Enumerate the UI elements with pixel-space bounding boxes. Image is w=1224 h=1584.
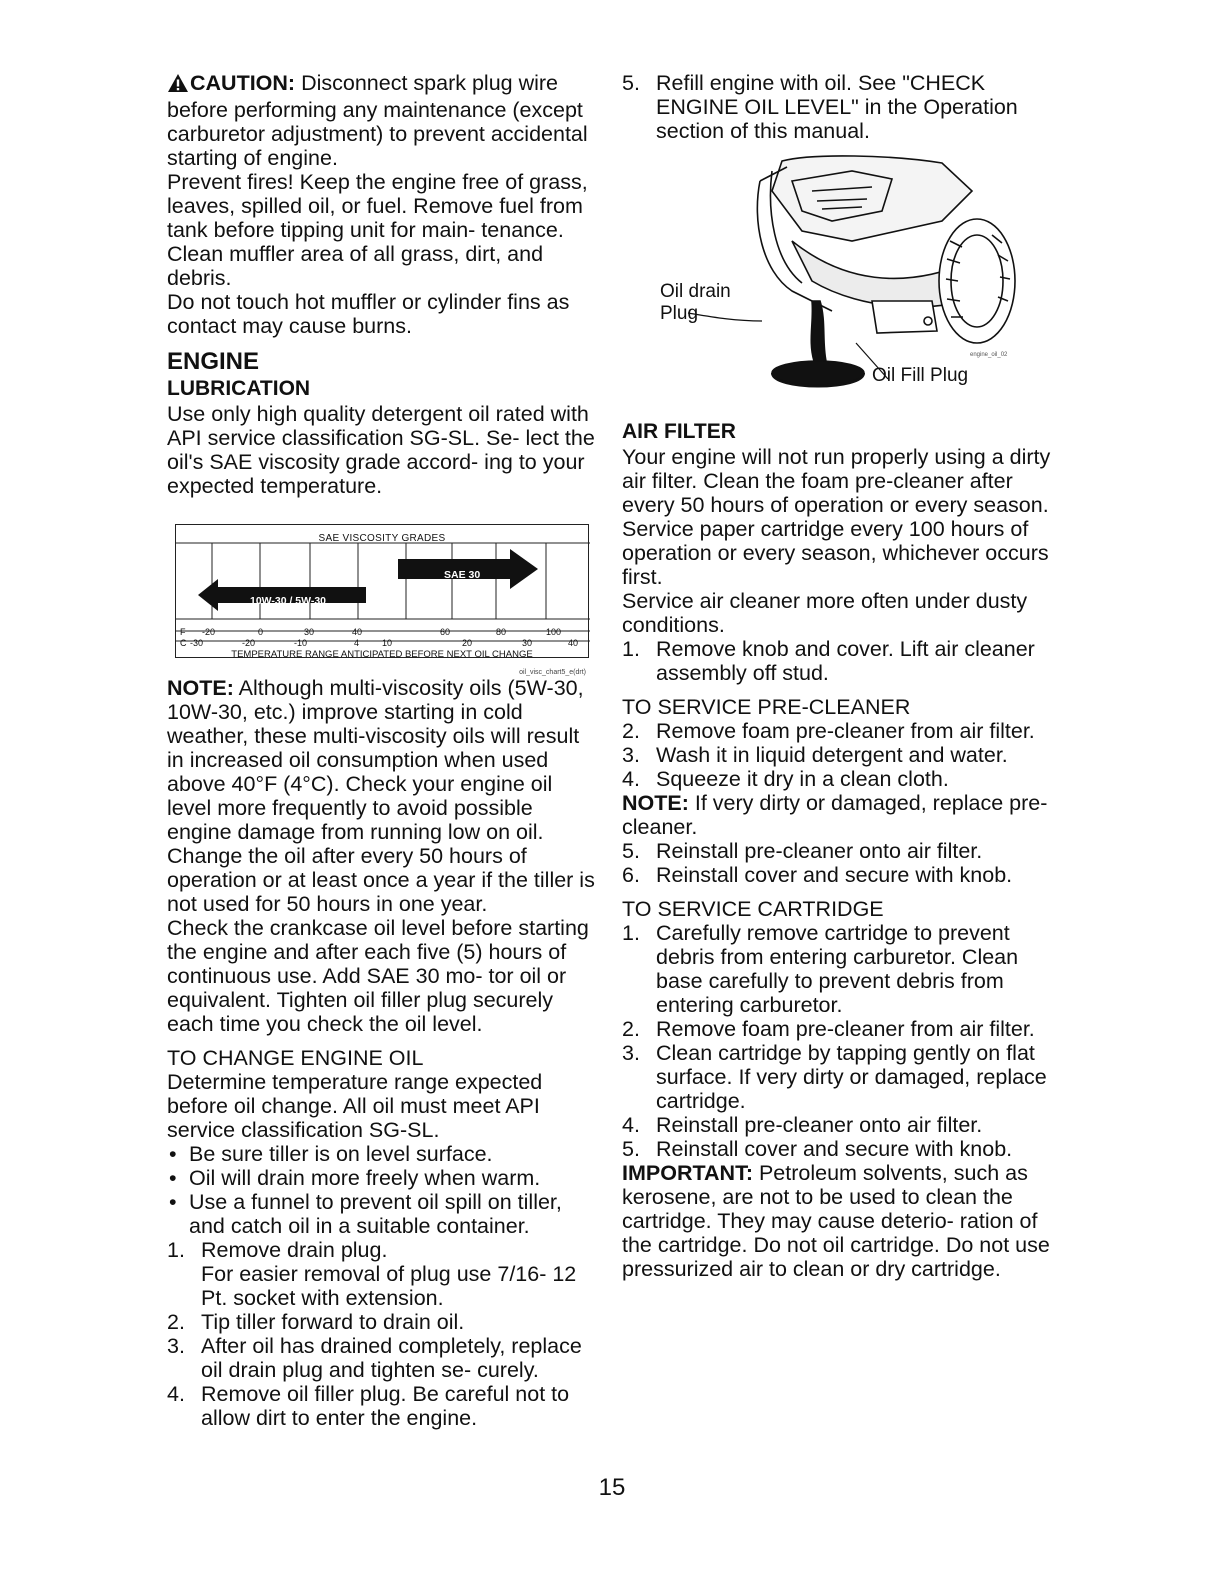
multi-viscosity-bar-label: 10W-30 / 5W-30 xyxy=(250,595,327,607)
check-oil-level-text: Check the crankcase oil level before starting the engine and after each five (5) hours of continuous use. Add SAE 30 mo- tor oil or equivalent. Tighten oil filler plug securely each time you check the oil level. xyxy=(167,916,589,1036)
f-tick: 80 xyxy=(496,627,507,637)
step-number: 3. xyxy=(622,743,640,767)
bullet-item xyxy=(167,1190,599,1238)
cartridge-heading: TO SERVICE CARTRIDGE xyxy=(622,897,884,921)
bullet-dot: • xyxy=(169,1166,177,1190)
bullet-text: Be sure tiller is on level surface. xyxy=(189,1142,493,1166)
step-number: 2. xyxy=(622,1017,640,1041)
c-tick: -20 xyxy=(242,638,256,648)
step-text: Refill engine with oil. See "CHECK ENGINE OIL LEVEL" in the Operation section of this manual. xyxy=(656,71,1018,143)
figure-id: engine_oil_02 xyxy=(970,352,1008,358)
warning-triangle-icon xyxy=(167,73,189,98)
oil-fill-plug-label: Oil Fill Plug xyxy=(872,365,969,386)
f-tick: 40 xyxy=(352,627,363,637)
change-engine-oil-intro: Determine temperature range expected before oil change. All oil must meet API service classification SG-SL. xyxy=(167,1070,543,1142)
step-item xyxy=(167,1382,599,1430)
sae30-bar-label: SAE 30 xyxy=(444,569,481,581)
step-item xyxy=(622,1017,1062,1041)
step-text: Remove foam pre-cleaner from air filter. xyxy=(656,719,1035,743)
step-text: Clean cartridge by tapping gently on flat surface. If very dirty or damaged, replace cartridge. xyxy=(656,1041,1047,1113)
f-tick: 0 xyxy=(258,627,264,637)
step-text: Tip tiller forward to drain oil. xyxy=(201,1310,465,1334)
step-item xyxy=(622,1041,1062,1113)
step-item xyxy=(622,863,1062,887)
c-tick: -10 xyxy=(294,638,308,648)
step-number: 6. xyxy=(622,863,640,887)
f-tick: 60 xyxy=(440,627,451,637)
step-item xyxy=(622,767,1062,791)
tiller-illustration xyxy=(642,151,1022,401)
step-item xyxy=(622,921,1062,1017)
lubrication-heading: LUBRICATION xyxy=(167,377,311,400)
step-text: Remove oil filler plug. Be careful not to allow dirt to enter the engine. xyxy=(201,1382,570,1430)
f-tick: -20 xyxy=(202,627,216,637)
important-label: IMPORTANT: xyxy=(622,1161,753,1185)
air-filter-heading: AIR FILTER xyxy=(622,420,736,443)
step-number: 4. xyxy=(622,1113,640,1137)
right-column xyxy=(622,71,1062,1281)
step-item xyxy=(622,71,1062,143)
change-oil-interval-text: Change the oil after every 50 hours of operation or at least once a year if the tiller is not used for 50 hours in one year. xyxy=(167,844,595,916)
step-item xyxy=(622,1113,1062,1137)
change-engine-oil-heading: TO CHANGE ENGINE OIL xyxy=(167,1046,424,1070)
bullet-item xyxy=(167,1166,599,1190)
step-item xyxy=(622,839,1062,863)
step-number: 5. xyxy=(622,839,640,863)
oil-drain-label-line2: Plug xyxy=(660,303,699,324)
step-text: After oil has drained completely, replace oil drain plug and tighten se- curely. xyxy=(201,1334,582,1382)
viscosity-chart-footer: TEMPERATURE RANGE ANTICIPATED BEFORE NEXT OIL CHANGE xyxy=(231,649,533,660)
step-item xyxy=(622,743,1062,767)
step-number: 1. xyxy=(622,921,640,945)
step-item xyxy=(167,1310,599,1334)
celsius-label: C xyxy=(180,638,187,648)
step-item xyxy=(167,1334,599,1382)
engine-heading: ENGINE xyxy=(167,348,260,375)
step-number: 1. xyxy=(622,637,640,661)
step-item xyxy=(622,719,1062,743)
step-number: 4. xyxy=(622,767,640,791)
step-number: 3. xyxy=(622,1041,640,1065)
step-item xyxy=(167,1238,599,1262)
step-text: Reinstall pre-cleaner onto air filter. xyxy=(656,1113,983,1137)
note-label: NOTE: xyxy=(167,676,234,700)
bullet-item xyxy=(167,1142,599,1166)
oil-drain-figure xyxy=(642,151,1022,401)
important-note xyxy=(622,1161,1062,1281)
c-tick: 30 xyxy=(522,638,533,648)
step-text: Remove foam pre-cleaner from air filter. xyxy=(656,1017,1035,1041)
step-text: Wash it in liquid detergent and water. xyxy=(656,743,1008,767)
f-tick: 100 xyxy=(546,627,562,637)
step-number: 3. xyxy=(167,1334,185,1358)
c-tick: 10 xyxy=(382,638,393,648)
step-number: 1. xyxy=(167,1238,185,1262)
c-tick: 4 xyxy=(354,638,360,648)
c-tick: 40 xyxy=(568,638,579,648)
viscosity-chart-title: SAE VISCOSITY GRADES xyxy=(318,533,446,544)
step-number: 2. xyxy=(167,1310,185,1334)
f-tick: 30 xyxy=(304,627,315,637)
step-text: Remove knob and cover. Lift air cleaner assembly off stud. xyxy=(656,637,1035,685)
prevent-fires-text: Prevent fires! Keep the engine free of grass, leaves, spilled oil, or fuel. Remove fuel from tank before tipping unit for main- tenance. Clean muffler area of all grass, dirt, and debris. xyxy=(167,170,588,290)
left-column xyxy=(167,71,599,1430)
step-item xyxy=(622,1137,1062,1161)
note-label: NOTE: xyxy=(622,791,689,815)
pre-cleaner-note xyxy=(622,791,1062,839)
bullet-text: Use a funnel to prevent oil spill on tiller, and catch oil in a suitable container. xyxy=(189,1190,562,1238)
c-tick: -30 xyxy=(190,638,204,648)
bullet-text: Oil will drain more freely when warm. xyxy=(189,1166,541,1190)
step-text: Reinstall pre-cleaner onto air filter. xyxy=(656,839,983,863)
note-text: If very dirty or damaged, replace pre-cleaner. xyxy=(622,791,1048,839)
lubrication-text: Use only high quality detergent oil rated with API service classification SG-SL. Se- lect the oil's SAE viscosity grade accord- ing to your expected temperature. xyxy=(167,402,595,498)
step-text: Carefully remove cartridge to prevent debris from entering carburetor. Clean base carefully to prevent debris from entering carburetor. xyxy=(656,921,1019,1017)
caution-label: CAUTION: xyxy=(190,71,296,95)
step-number: 5. xyxy=(622,71,640,95)
important-text: Petroleum solvents, such as kerosene, are not to be used to clean the cartridge. They may cause deterio- ration of the cartridge. Do not oil cartridge. Do not use pressurized air to clean or dry cartridge. xyxy=(622,1161,1050,1281)
page-number: 15 xyxy=(598,1474,626,1501)
caution-text: Disconnect spark plug wire before performing any maintenance (except carburetor adjustment) to prevent accidental starting of engine. xyxy=(167,71,588,170)
fahrenheit-label: F xyxy=(180,627,186,637)
step-number: 5. xyxy=(622,1137,640,1161)
pre-cleaner-heading: TO SERVICE PRE-CLEANER xyxy=(622,695,911,719)
step-number: 2. xyxy=(622,719,640,743)
caution-paragraph xyxy=(167,71,599,170)
note-text: Although multi-viscosity oils (5W-30, 10W-30, etc.) improve starting in cold weather, these multi-viscosity oils will result in increased oil consumption when used above 40°F (4°C). Check your engine oil level more frequently to avoid possible engine damage from running low on oil. xyxy=(167,676,584,844)
viscosity-chart-id: oil_visc_chart5_e(drt) xyxy=(519,669,586,676)
step-text: Remove drain plug. xyxy=(201,1238,388,1262)
c-tick: 20 xyxy=(462,638,473,648)
air-filter-intro: Your engine will not run properly using a dirty air filter. Clean the foam pre-cleaner after every 50 hours of operation or every season. Service paper cartridge every 100 hours of operation or every season, whichever occurs first. xyxy=(622,445,1051,589)
step-note: For easier removal of plug use 7/16- 12 Pt. socket with extension. xyxy=(201,1262,577,1310)
step-item xyxy=(622,637,1062,685)
step-text: Reinstall cover and secure with knob. xyxy=(656,1137,1013,1161)
viscosity-chart xyxy=(175,524,589,676)
note-multi-viscosity xyxy=(167,676,599,844)
step-text: Reinstall cover and secure with knob. xyxy=(656,863,1013,887)
hot-muffler-text: Do not touch hot muffler or cylinder fins as contact may cause burns. xyxy=(167,290,570,338)
bullet-dot: • xyxy=(169,1190,177,1214)
air-filter-dusty-text: Service air cleaner more often under dusty conditions. xyxy=(622,589,1028,637)
step-text: Squeeze it dry in a clean cloth. xyxy=(656,767,949,791)
step-number: 4. xyxy=(167,1382,185,1406)
bullet-dot: • xyxy=(169,1142,177,1166)
oil-drain-label-line1: Oil drain xyxy=(660,281,731,302)
